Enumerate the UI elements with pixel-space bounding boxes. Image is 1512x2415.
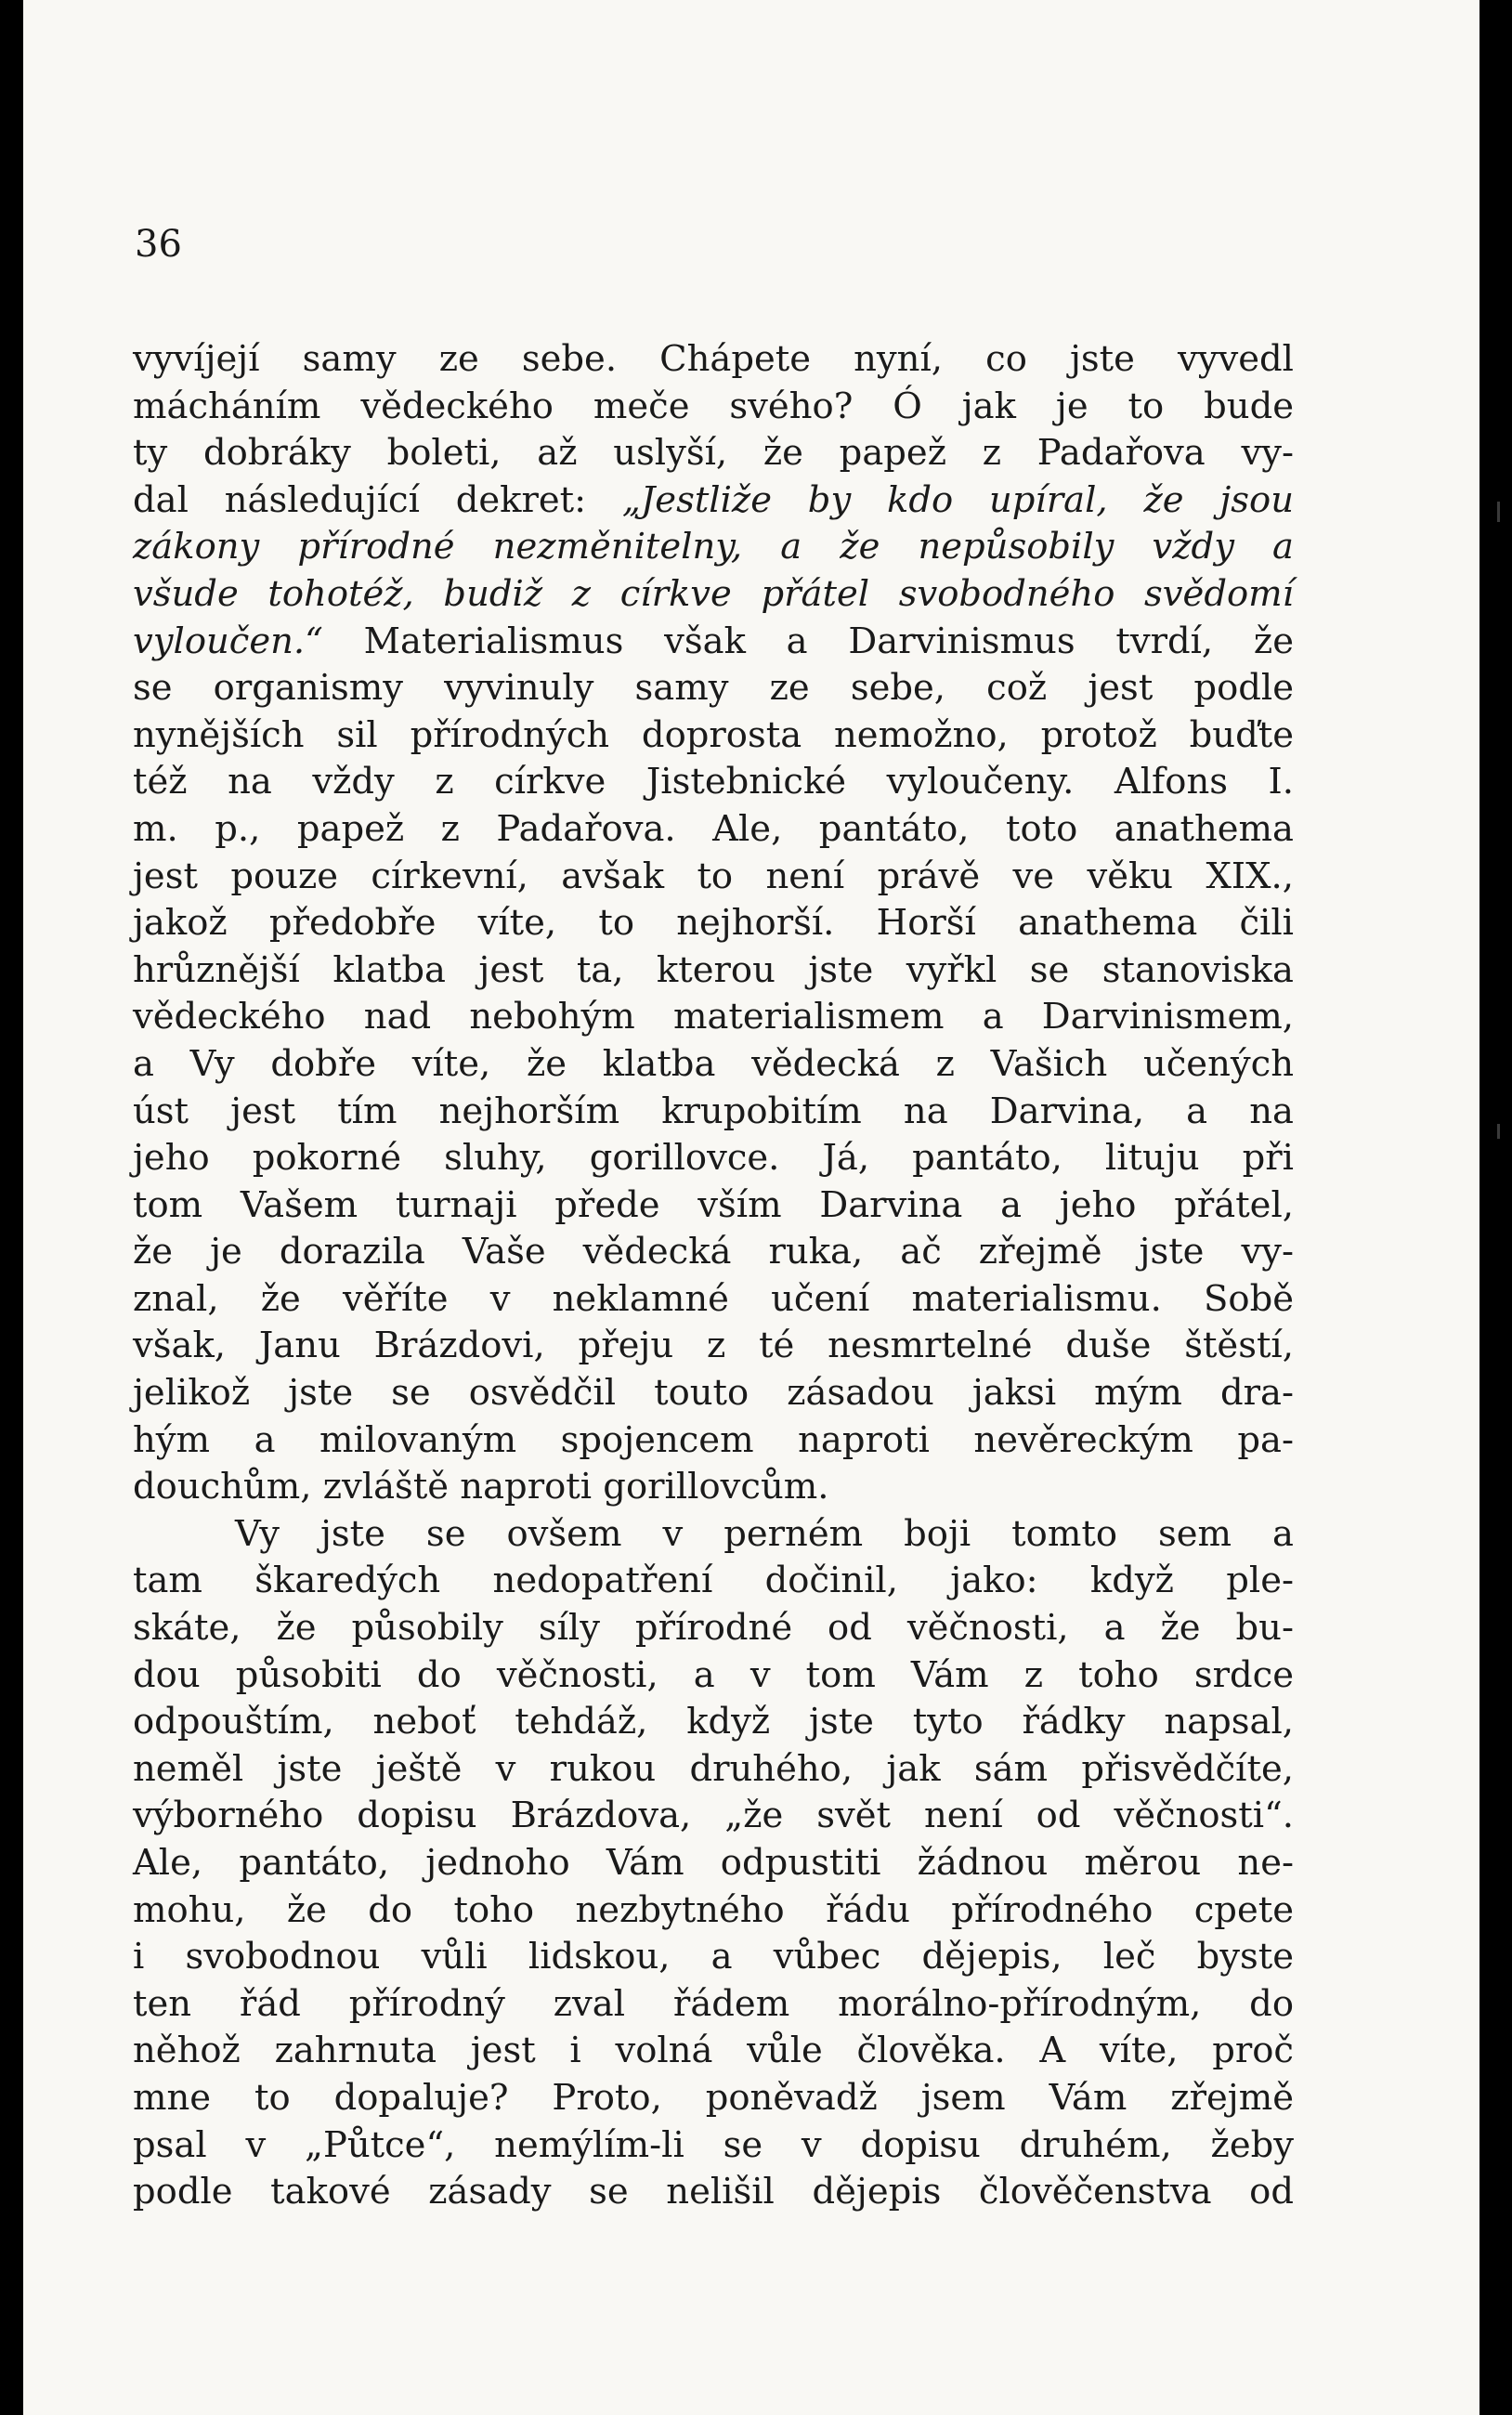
- text-line: že je dorazila Vaše vědecká ruka, ač zřejmě jste vy-: [133, 1231, 1294, 1273]
- text-line: m. p., papež z Padařova. Ale, pantáto, toto anathema: [133, 807, 1294, 850]
- text-line: tam škaredých nedopatření dočinil, jako: když ple-: [133, 1560, 1294, 1602]
- text-line: vyvíjejí samy ze sebe. Chápete nyní, co jste vyvedl: [133, 338, 1294, 380]
- text-line: nynějších sil přírodných doprosta nemožno, protož buďte: [133, 713, 1294, 756]
- text-line: výborného dopisu Brázdova, „že svět není od věčnosti“.: [133, 1795, 1294, 1837]
- text-line: jest pouze církevní, avšak to není právě ve věku XIX.,: [133, 855, 1294, 897]
- body-text: [133, 336, 1294, 2216]
- text-line: skáte, že působily síly přírodné od věčnosti, a že bu-: [133, 1607, 1294, 1650]
- text-line: všude tohotéž, budiž z církve přátel svobodného svědomí: [133, 572, 1294, 615]
- text-line: se organismy vyvinuly samy ze sebe, což jest podle: [133, 667, 1294, 710]
- text-line: vyloučen.“ Materialismus však a Darvinismus tvrdí, že: [133, 620, 1294, 662]
- text-line: odpouštím, neboť tehdáž, když jste tyto řádky napsal,: [133, 1701, 1294, 1743]
- paragraph-start-line: Vy jste se ovšem v perném boji tomto sem a: [235, 1512, 1294, 1555]
- text-line: neměl jste ještě v rukou druhého, jak sám přisvědčíte,: [133, 1747, 1294, 1790]
- text-line: vědeckého nad nebohým materialismem a Darvinismem,: [133, 996, 1294, 1038]
- text-line: úst jest tím nejhorším krupobitím na Darvina, a na: [133, 1090, 1294, 1132]
- scan-edge-mark: [1497, 1124, 1500, 1139]
- text-line: jelikož jste se osvědčil touto zásadou jaksi mým dra-: [133, 1372, 1294, 1415]
- text-line: hým a milovaným spojencem naproti nevěreckým pa-: [133, 1418, 1294, 1461]
- text-line: Ale, pantáto, jednoho Vám odpustiti žádnou měrou ne-: [133, 1842, 1294, 1884]
- text-line: mohu, že do toho nezbytného řádu přírodného cpete: [133, 1888, 1294, 1931]
- paragraph-end-line: douchům, zvláště naproti gorillovcům.: [133, 1466, 829, 1508]
- text-line: dal následující dekret: „Jestliže by kdo upíral, že jsou: [133, 478, 1294, 521]
- text-line: znal, že věříte v neklamné učení materialismu. Sobě: [133, 1277, 1294, 1320]
- text-line: mne to dopaluje? Proto, poněvadž jsem Vám zřejmě: [133, 2076, 1294, 2119]
- text-line: ty dobráky boleti, až uslyší, že papež z Padařova vy-: [133, 432, 1294, 475]
- text-line: podle takové zásady se nelišil dějepis člověčenstva od: [133, 2171, 1294, 2213]
- text-line: a Vy dobře víte, že klatba vědecká z Vašich učených: [133, 1042, 1294, 1085]
- text-line: tom Vašem turnaji přede vším Darvina a jeho přátel,: [133, 1183, 1294, 1226]
- text-line: dou působiti do věčnosti, a v tom Vám z toho srdce: [133, 1653, 1294, 1696]
- text-line: jakož předobře víte, to nejhorší. Horší anathema čili: [133, 902, 1294, 945]
- text-line: mácháním vědeckého meče svého? Ó jak je to bude: [133, 385, 1294, 427]
- text-line: však, Janu Brázdovi, přeju z té nesmrtelné duše štěstí,: [133, 1325, 1294, 1367]
- scan-edge-mark: [1497, 502, 1500, 522]
- book-page: [23, 0, 1479, 2415]
- text-line: něhož zahrnuta jest i volná vůle člověka. A víte, proč: [133, 2030, 1294, 2072]
- text-line: hrůznější klatba jest ta, kterou jste vyřkl se stanoviska: [133, 948, 1294, 991]
- text-line: ten řád přírodný zval řádem morálno-přírodným, do: [133, 1982, 1294, 2025]
- text-line: zákony přírodné nezměnitelny, a že nepůsobily vždy a: [133, 526, 1294, 568]
- text-line: i svobodnou vůli lidskou, a vůbec dějepis, leč byste: [133, 1936, 1294, 1978]
- text-line: též na vždy z církve Jistebnické vyloučeny. Alfons I.: [133, 761, 1294, 803]
- text-line: psal v „Půtce“, nemýlím-li se v dopisu druhém, žeby: [133, 2123, 1294, 2166]
- page-number: 36: [135, 223, 182, 266]
- text-line: jeho pokorné sluhy, gorillovce. Já, pantáto, lituju při: [133, 1137, 1294, 1180]
